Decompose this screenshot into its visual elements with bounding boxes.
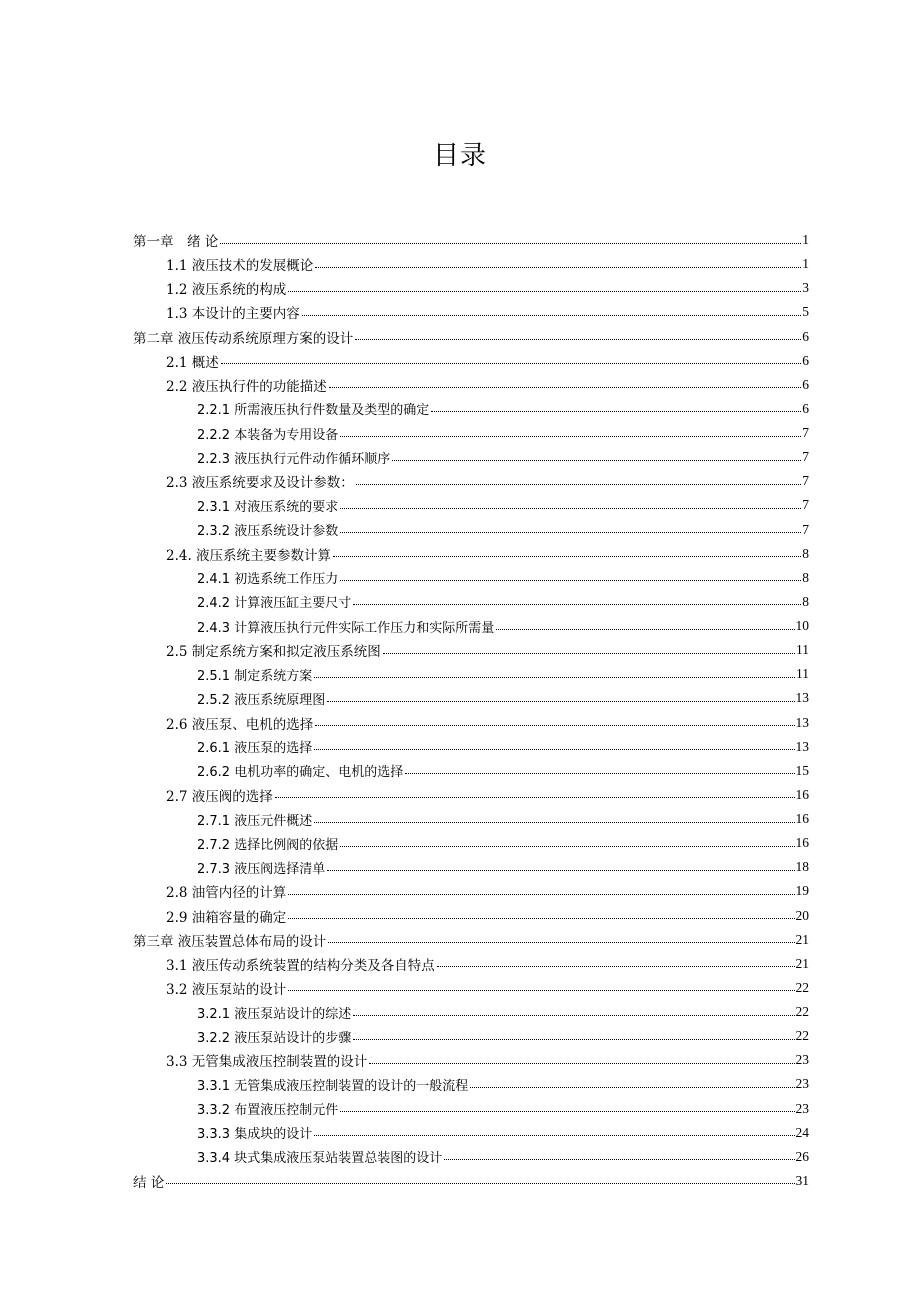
- toc-entry-label: 3.3.3 集成块的设计: [197, 1127, 313, 1143]
- toc-entry-label: 1.2 液压系统的构成: [166, 282, 287, 299]
- toc-leader-dots: [327, 870, 794, 871]
- toc-leader-dots: [383, 653, 795, 654]
- toc-entry-page-number: 13: [795, 738, 809, 754]
- toc-leader-dots: [288, 894, 794, 895]
- toc-leader-dots: [369, 1063, 794, 1064]
- toc-entry-page-number: 23: [795, 1052, 809, 1068]
- toc-entry[interactable]: [133, 855, 809, 879]
- toc-entry-page-number: 13: [795, 714, 809, 730]
- toc-entry[interactable]: [133, 1000, 809, 1024]
- toc-entry[interactable]: [133, 735, 809, 759]
- toc-entry-page-number: 7: [802, 521, 809, 537]
- toc-entry-label: 2.5.1 制定系统方案: [197, 668, 313, 684]
- toc-entry[interactable]: [133, 493, 809, 517]
- toc-entry[interactable]: [133, 445, 809, 469]
- toc-entry-page-number: 6: [802, 328, 809, 344]
- toc-entry-label: 2.4.3 计算液压执行元件实际工作压力和实际所需量: [197, 620, 495, 636]
- toc-leader-dots: [288, 291, 801, 292]
- toc-entry-page-number: 1: [802, 232, 809, 248]
- table-of-contents: [133, 228, 809, 1193]
- toc-leader-dots: [315, 725, 794, 726]
- toc-entry-page-number: 8: [802, 545, 809, 561]
- toc-entry-page-number: 22: [795, 1004, 809, 1020]
- toc-entry-page-number: 3: [802, 280, 809, 296]
- toc-entry-page-number: 7: [802, 449, 809, 465]
- toc-entry-page-number: 8: [802, 593, 809, 609]
- toc-entry-page-number: 5: [802, 304, 809, 320]
- toc-entry[interactable]: [133, 349, 809, 373]
- toc-entry-page-number: 7: [802, 425, 809, 441]
- toc-entry[interactable]: [133, 276, 809, 300]
- toc-entry-page-number: 31: [795, 1172, 809, 1188]
- toc-entry-label: 2.9 油箱容量的确定: [166, 909, 287, 926]
- toc-leader-dots: [353, 1039, 794, 1040]
- toc-entry-page-number: 15: [795, 762, 809, 778]
- toc-entry-label: 2.1 概述: [166, 354, 219, 371]
- toc-entry-label: 2.3 液压系统要求及设计参数：: [166, 475, 354, 492]
- toc-entry-page-number: 7: [802, 497, 809, 513]
- toc-entry-label: 2.8 油管内径的计算: [166, 885, 287, 902]
- toc-entry-label: 1.3 本设计的主要内容: [166, 306, 300, 323]
- toc-entry[interactable]: [133, 711, 809, 735]
- toc-entry-page-number: 13: [795, 690, 809, 706]
- toc-entry-page-number: 19: [795, 883, 809, 899]
- toc-entry[interactable]: [133, 542, 809, 566]
- toc-entry[interactable]: [133, 638, 809, 662]
- toc-leader-dots: [314, 749, 794, 750]
- toc-leader-dots: [431, 411, 801, 412]
- toc-entry[interactable]: [133, 759, 809, 783]
- toc-entry-label: 2.6.2 电机功率的确定、电机的选择: [197, 765, 404, 781]
- toc-entry[interactable]: [133, 518, 809, 542]
- toc-entry-page-number: 22: [795, 1028, 809, 1044]
- toc-entry[interactable]: [133, 1145, 809, 1169]
- toc-entry[interactable]: [133, 1097, 809, 1121]
- toc-entry-label: 2.2.2 本装备为专用设备: [197, 427, 339, 443]
- toc-entry-page-number: 11: [796, 666, 809, 682]
- toc-entry-label: 2.5 制定系统方案和拟定液压系统图: [166, 644, 381, 661]
- toc-entry-page-number: 16: [795, 786, 809, 802]
- toc-entry[interactable]: [133, 228, 809, 252]
- toc-entry[interactable]: [133, 928, 809, 952]
- toc-entry-page-number: 24: [795, 1124, 809, 1140]
- toc-entry-label: 2.4. 液压系统主要参数计算: [166, 547, 332, 564]
- toc-entry-page-number: 18: [795, 859, 809, 875]
- toc-leader-dots: [302, 315, 801, 316]
- toc-entry-label: 3.3 无管集成液压控制装置的设计: [166, 1054, 368, 1071]
- toc-entry[interactable]: [133, 590, 809, 614]
- toc-entry[interactable]: [133, 252, 809, 276]
- toc-entry[interactable]: [133, 686, 809, 710]
- toc-leader-dots: [220, 243, 801, 244]
- toc-entry-label: 2.4.2 计算液压缸主要尺寸: [197, 596, 352, 612]
- toc-entry[interactable]: [133, 1024, 809, 1048]
- toc-leader-dots: [327, 701, 794, 702]
- toc-entry[interactable]: [133, 1072, 809, 1096]
- toc-entry-page-number: 11: [796, 642, 809, 658]
- toc-leader-dots: [340, 1111, 794, 1112]
- toc-entry[interactable]: [133, 1121, 809, 1145]
- toc-leader-dots: [340, 436, 801, 437]
- toc-entry-label: 2.7.2 选择比例阀的依据: [197, 837, 339, 853]
- toc-leader-dots: [470, 1087, 794, 1088]
- toc-entry[interactable]: [133, 662, 809, 686]
- toc-entry-label: 2.6.1 液压泵的选择: [197, 741, 313, 757]
- toc-entry[interactable]: [133, 952, 809, 976]
- toc-entry[interactable]: [133, 1169, 809, 1193]
- toc-entry[interactable]: [133, 397, 809, 421]
- toc-entry-page-number: 23: [795, 1100, 809, 1116]
- toc-leader-dots: [340, 532, 801, 533]
- toc-leader-dots: [353, 604, 801, 605]
- toc-leader-dots: [314, 677, 795, 678]
- toc-entry[interactable]: [133, 614, 809, 638]
- page-title: 目录: [432, 141, 487, 171]
- toc-entry[interactable]: [133, 566, 809, 590]
- toc-entry-label: 2.2.3 液压执行元件动作循环顺序: [197, 451, 391, 467]
- toc-leader-dots: [288, 990, 794, 991]
- toc-leader-dots: [329, 387, 801, 388]
- toc-entry[interactable]: [133, 325, 809, 349]
- toc-entry[interactable]: [133, 904, 809, 928]
- toc-entry-label: 2.7 液压阀的选择: [166, 788, 273, 805]
- toc-entry-label: 2.2.1 所需液压执行件数量及类型的确定: [197, 403, 430, 419]
- toc-entry-page-number: 21: [795, 931, 809, 947]
- toc-leader-dots: [314, 822, 794, 823]
- toc-entry[interactable]: [133, 1048, 809, 1072]
- toc-leader-dots: [221, 363, 801, 364]
- toc-leader-dots: [166, 1183, 794, 1184]
- toc-entry-page-number: 7: [802, 473, 809, 489]
- toc-entry-page-number: 10: [795, 618, 809, 634]
- toc-entry-label: 3.3.4 块式集成液压泵站装置总装图的设计: [197, 1151, 443, 1167]
- toc-entry-label: 2.6 液压泵、电机的选择: [166, 716, 314, 733]
- toc-entry-page-number: 20: [795, 907, 809, 923]
- toc-leader-dots: [496, 629, 794, 630]
- toc-leader-dots: [288, 918, 794, 919]
- toc-leader-dots: [328, 942, 794, 943]
- toc-entry[interactable]: [133, 976, 809, 1000]
- toc-entry-label: 2.3.1 对液压系统的要求: [197, 499, 339, 515]
- toc-entry-page-number: 16: [795, 811, 809, 827]
- toc-entry[interactable]: [133, 807, 809, 831]
- toc-entry-label: 第三章 液压装置总体布局的设计: [133, 933, 327, 950]
- toc-leader-dots: [340, 846, 794, 847]
- toc-entry-label: 2.2 液压执行件的功能描述: [166, 378, 327, 395]
- toc-entry-page-number: 6: [802, 376, 809, 392]
- toc-entry-page-number: 26: [795, 1148, 809, 1164]
- toc-entry-page-number: 8: [802, 569, 809, 585]
- toc-entry[interactable]: [133, 783, 809, 807]
- toc-entry-page-number: 6: [802, 400, 809, 416]
- toc-entry-label: 3.2 液压泵站的设计: [166, 981, 287, 998]
- toc-leader-dots: [444, 1159, 794, 1160]
- toc-entry-page-number: 6: [802, 352, 809, 368]
- toc-leader-dots: [392, 460, 801, 461]
- toc-entry[interactable]: [133, 421, 809, 445]
- toc-leader-dots: [340, 580, 801, 581]
- toc-leader-dots: [340, 508, 801, 509]
- toc-entry-label: 2.3.2 液压系统设计参数: [197, 524, 339, 540]
- toc-leader-dots: [353, 1015, 794, 1016]
- toc-entry[interactable]: [133, 469, 809, 493]
- toc-leader-dots: [315, 267, 801, 268]
- toc-entry[interactable]: [133, 831, 809, 855]
- toc-entry-page-number: 1: [802, 256, 809, 272]
- toc-leader-dots: [437, 966, 795, 967]
- toc-entry[interactable]: [133, 300, 809, 324]
- toc-entry-label: 2.4.1 初选系统工作压力: [197, 572, 339, 588]
- toc-entry-label: 3.2.2 液压泵站设计的步骤: [197, 1030, 352, 1046]
- toc-leader-dots: [333, 556, 801, 557]
- toc-entry[interactable]: [133, 373, 809, 397]
- toc-entry-label: 2.7.1 液压元件概述: [197, 813, 313, 829]
- toc-entry-label: 3.1 液压传动系统装置的结构分类及各自特点: [166, 957, 435, 974]
- toc-entry-label: 1.1 液压技术的发展概论: [166, 258, 314, 275]
- toc-entry-page-number: 21: [795, 955, 809, 971]
- toc-entry-label: 3.3.1 无管集成液压控制装置的设计的一般流程: [197, 1078, 469, 1094]
- toc-leader-dots: [275, 797, 795, 798]
- toc-entry-label: 3.2.1 液压泵站设计的综述: [197, 1006, 352, 1022]
- toc-entry-page-number: 16: [795, 835, 809, 851]
- toc-entry-label: 结 论: [133, 1174, 165, 1191]
- toc-entry-label: 2.7.3 液压阀选择清单: [197, 861, 326, 877]
- toc-leader-dots: [405, 773, 794, 774]
- toc-entry-label: 第二章 液压传动系统原理方案的设计: [133, 330, 354, 347]
- toc-entry-label: 第一章 绪 论: [133, 234, 219, 251]
- toc-leader-dots: [355, 339, 801, 340]
- toc-leader-dots: [314, 1135, 794, 1136]
- toc-entry-label: 2.5.2 液压系统原理图: [197, 692, 326, 708]
- toc-entry[interactable]: [133, 879, 809, 903]
- toc-leader-dots: [356, 484, 801, 485]
- toc-entry-page-number: 22: [795, 979, 809, 995]
- toc-entry-page-number: 23: [795, 1076, 809, 1092]
- toc-entry-label: 3.3.2 布置液压控制元件: [197, 1103, 339, 1119]
